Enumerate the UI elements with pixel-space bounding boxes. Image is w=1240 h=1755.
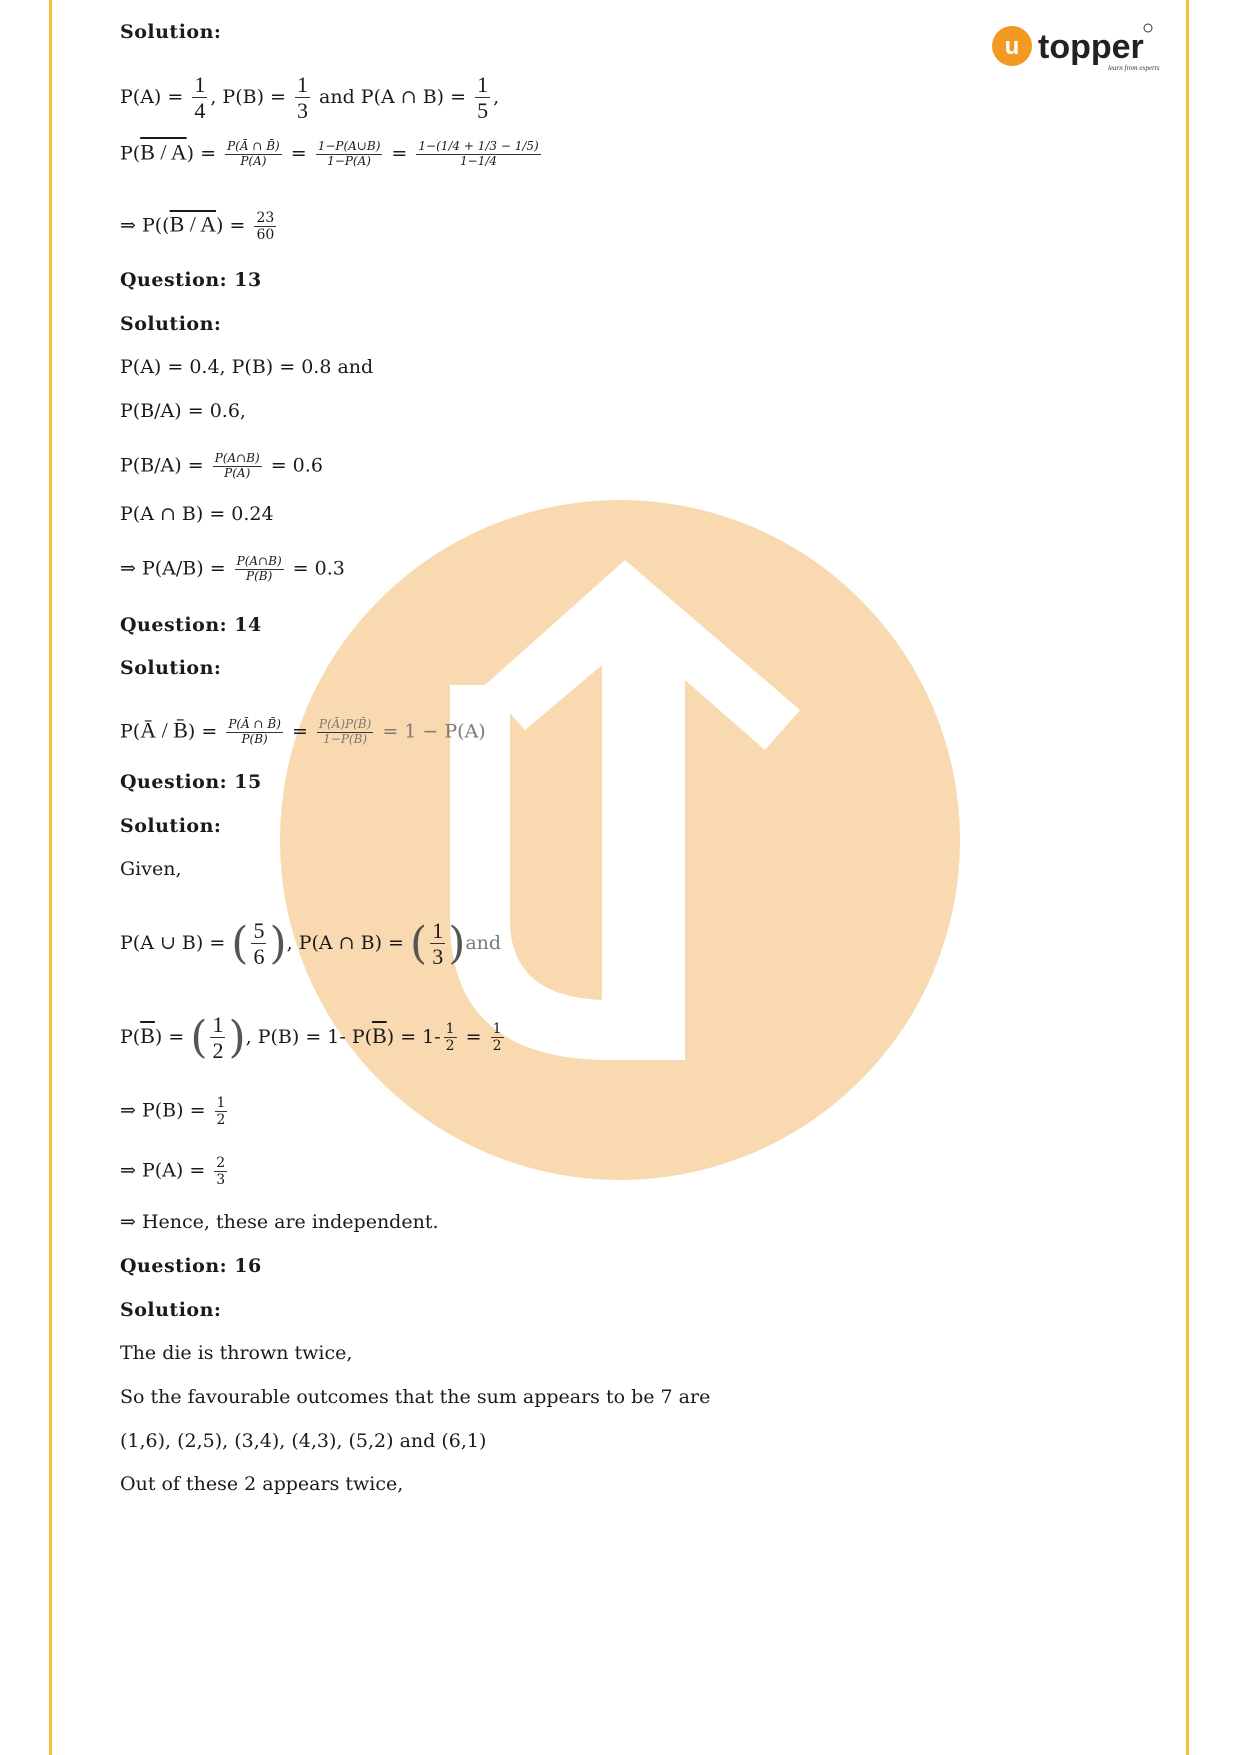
sol14-equation-line: P(Ā / B̄) = $\frac{P(Ā \cap B̄)}{P(B̄)}$ = $\frac{P(Ā)P(B̄)}{1-P(B)}$ = 1 − P(A) <box>120 717 486 746</box>
logo-tagline: learn from experts <box>1108 64 1160 72</box>
solution-13-heading: Solution: <box>120 313 222 335</box>
solution-12-heading: Solution: <box>120 21 222 43</box>
solution-16-heading: Solution: <box>120 1299 222 1321</box>
frac-1-3: $\frac{1}{3}$ <box>297 72 308 124</box>
question-13-heading: Question: 13 <box>120 269 262 291</box>
left-page-border <box>49 0 52 1755</box>
sol13-line-1: P(A) = 0.4, P(B) = 0.8 and <box>120 356 374 378</box>
sol13-line-2: P(B/A) = 0.6, <box>120 400 246 422</box>
sol12-equation-line: P(B / A) = $\frac{P(Ā \cap B̄)}{P(Ā)}$ = $\frac{1-P(A\cup B)}{1-P(A)}$ = $\frac{1-(1/4 + 1/3 - 1/5)}{1-1/4}$ <box>120 139 539 168</box>
sol16-line-3: (1,6), (2,5), (3,4), (4,3), (5,2) and (6,1) <box>120 1430 487 1452</box>
sol13-line-4: P(A ∩ B) = 0.24 <box>120 503 274 525</box>
sol16-line-1: The die is thrown twice, <box>120 1342 353 1364</box>
topper-watermark <box>280 500 960 1180</box>
solution-15-heading: Solution: <box>120 815 222 837</box>
sol15-line-1: P(A ∪ B) = ( $\frac{5}{6}$ ), P(A ∩ B) = ( $\frac{1}{3}$ )and <box>120 917 502 970</box>
sol15-line-5: ⇒ Hence, these are independent. <box>120 1211 439 1233</box>
question-15-heading: Question: 15 <box>120 771 262 793</box>
solution-14-heading: Solution: <box>120 657 222 679</box>
sol15-line-2: $P(\overline{B})$ = ( $\frac{1}{2}$ ), P(B) = 1- $P(\overline{B}) = 1-$ $\frac{1}{2}$ = $\frac{1}{2}$ <box>120 1011 502 1064</box>
sol15-line-4: ⇒ P(A) = $\frac{2}{3}$ <box>120 1155 226 1189</box>
right-page-border <box>1186 0 1189 1755</box>
sol12-given-line: P(A) = $\frac{1}{4}$ , P(B) = $\frac{1}{3}$ and P(A ∩ B) = $\frac{1}{5}$ , <box>120 72 500 124</box>
sol15-given: Given, <box>120 858 182 880</box>
logo-mark: u <box>1004 33 1020 60</box>
logo-wordmark: topper <box>1038 28 1144 66</box>
sol16-line-2: So the favourable outcomes that the sum appears to be 7 are <box>120 1386 711 1408</box>
question-16-heading: Question: 16 <box>120 1255 262 1277</box>
sol13-line-3: P(B/A) = $\frac{P(A\cap B)}{P(A)}$ = 0.6 <box>120 451 323 480</box>
question-14-heading: Question: 14 <box>120 614 262 636</box>
sol12-result-line: ⇒ P((B / A) = $\frac{23}{60}$ <box>120 210 275 244</box>
sol13-line-5: ⇒ P(A/B) = $\frac{P(A\cap B)}{P(B)}$ = 0.3 <box>120 554 345 583</box>
registered-icon <box>1144 24 1152 32</box>
frac-1-5: $\frac{1}{5}$ <box>477 72 489 124</box>
topper-logo <box>990 20 1170 80</box>
frac-1-4: $\frac{1}{4}$ <box>194 72 206 124</box>
sol16-line-4: Out of these 2 appears twice, <box>120 1473 404 1495</box>
sol15-line-3: ⇒ P(B) = $\frac{1}{2}$ <box>120 1095 226 1129</box>
